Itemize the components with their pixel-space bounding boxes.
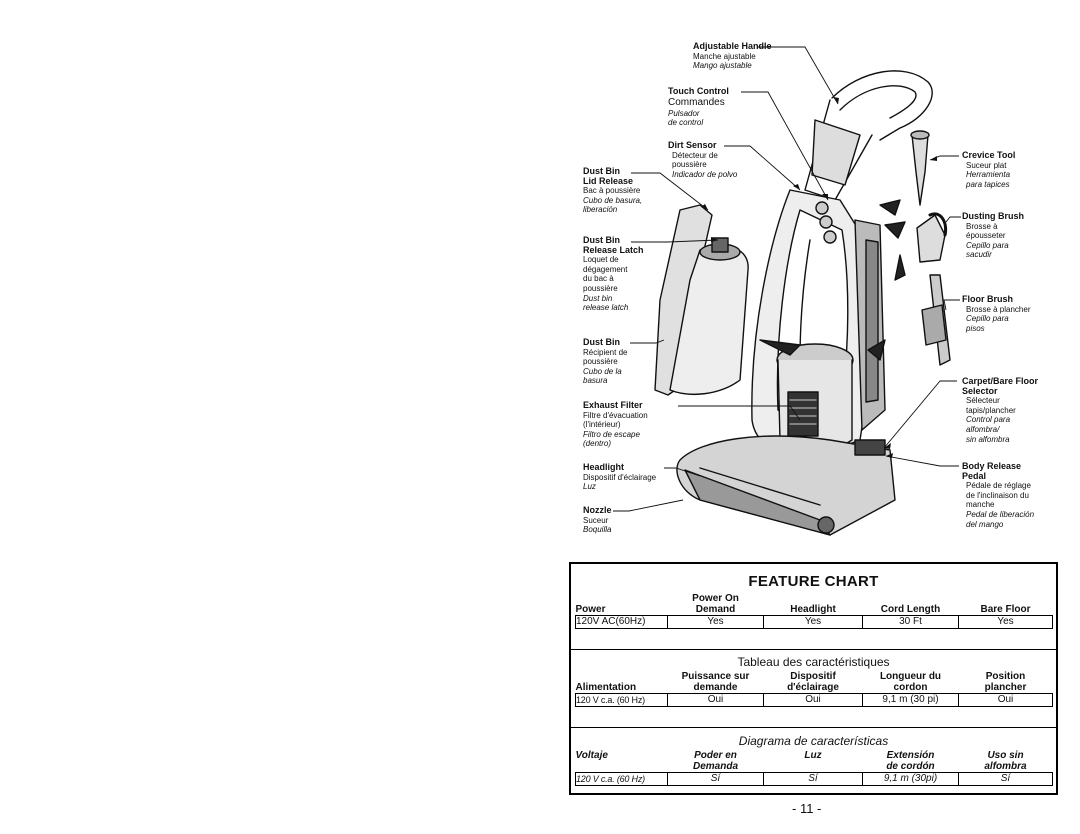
body-release-pedal-label bbox=[962, 462, 1034, 529]
header-cell: Uso sin bbox=[987, 750, 1024, 761]
feature-chart-title-es: Diagrama de características bbox=[738, 734, 889, 748]
table-cell: Oui bbox=[668, 694, 764, 707]
header-row-top bbox=[576, 750, 1053, 761]
en-text: Selector bbox=[962, 385, 998, 396]
table-cell: Oui bbox=[959, 694, 1053, 707]
dust-bin-label bbox=[583, 338, 627, 386]
header-cell: Extensión bbox=[886, 750, 935, 761]
en-text: Dirt Sensor bbox=[668, 140, 717, 150]
en-text: Dust Bin bbox=[583, 337, 620, 347]
table-cell: Yes bbox=[959, 616, 1053, 629]
adjustable-handle-label bbox=[693, 42, 772, 71]
header-cell: Headlight bbox=[764, 604, 863, 616]
header-cell bbox=[576, 671, 668, 682]
header-row-top bbox=[576, 593, 1053, 604]
header-cell: Poder en bbox=[694, 750, 737, 761]
fr-text: Suceur plat bbox=[966, 160, 1007, 170]
fr-text: Suceur bbox=[583, 515, 609, 525]
header-cell: de cordón bbox=[863, 761, 959, 773]
fr-text: Sélecteur bbox=[966, 396, 1000, 406]
page-number: - 11 - bbox=[792, 801, 822, 816]
feature-chart bbox=[569, 562, 1058, 795]
header-row bbox=[576, 604, 1053, 616]
en-text: Adjustable Handle bbox=[693, 41, 772, 51]
es-text: Dust bin bbox=[583, 293, 613, 303]
section-divider bbox=[571, 727, 1056, 728]
fr-text: Manche ajustable bbox=[693, 51, 756, 61]
fr-text: Pédale de réglage bbox=[966, 481, 1031, 491]
header-cell bbox=[576, 593, 668, 604]
fr-text: dégagement bbox=[583, 264, 628, 274]
table-cell: 120 V c.a. (60 Hz) bbox=[576, 773, 668, 786]
header-row bbox=[576, 682, 1053, 694]
feature-chart-title-en: FEATURE CHART bbox=[748, 573, 879, 590]
fr-text: poussière bbox=[583, 357, 618, 367]
header-cell: Demanda bbox=[668, 761, 764, 773]
fr-text: Commandes bbox=[668, 96, 725, 108]
fr-text: poussière bbox=[672, 160, 707, 170]
fr-text: Dispositif d'éclairage bbox=[583, 472, 657, 482]
es-text: del mango bbox=[966, 519, 1004, 529]
fr-text: poussière bbox=[583, 283, 618, 293]
dust-bin-release-latch-label bbox=[583, 236, 644, 313]
en-text: Floor Brush bbox=[962, 294, 1013, 304]
fr-text: Détecteur de bbox=[672, 150, 718, 160]
fr-text: Brosse à bbox=[966, 221, 998, 231]
es-text: Indicador de polvo bbox=[672, 169, 738, 179]
en-text: Dust Bin bbox=[583, 166, 620, 176]
en-text: Lid Release bbox=[583, 175, 634, 186]
header-cell: cordon bbox=[863, 682, 959, 694]
fr-text: tapis/plancher bbox=[966, 405, 1016, 415]
feature-chart-table-es bbox=[575, 750, 1053, 786]
fr-text: Loquet de bbox=[583, 255, 619, 265]
fr-text: épousseter bbox=[966, 231, 1006, 241]
header-cell: demande bbox=[668, 682, 764, 694]
fr-text: de l'inclinaison du bbox=[966, 490, 1029, 500]
table-row bbox=[576, 773, 1053, 786]
en-text: Touch Control bbox=[668, 86, 729, 96]
table-cell: Sí bbox=[668, 773, 764, 786]
es-text: pisos bbox=[966, 323, 985, 333]
header-cell: Puissance sur bbox=[681, 671, 750, 682]
table-cell: 120V AC(60Hz) bbox=[576, 616, 668, 629]
es-text: Mango ajustable bbox=[693, 61, 752, 71]
header-cell bbox=[764, 761, 863, 773]
fr-text: du bac à bbox=[583, 274, 614, 284]
table-cell: Yes bbox=[764, 616, 863, 629]
es-text: alfombra/ bbox=[966, 424, 1000, 434]
table-cell: 9,1 m (30pi) bbox=[863, 773, 959, 786]
table-row bbox=[576, 694, 1053, 707]
es-text: para tapices bbox=[966, 179, 1010, 189]
es-text: Cepillo para bbox=[966, 314, 1009, 324]
es-text: Pedal de liberación bbox=[966, 509, 1035, 519]
table-cell: 9,1 m (30 pi) bbox=[863, 694, 959, 707]
table-row bbox=[576, 616, 1053, 629]
es-text: Cubo de la bbox=[583, 366, 622, 376]
es-text: release latch bbox=[583, 303, 629, 313]
carpet-bare-floor-selector-label bbox=[962, 377, 1038, 444]
en-text: Exhaust Filter bbox=[583, 400, 643, 410]
en-text: Dust Bin bbox=[583, 235, 620, 245]
es-text: (dentro) bbox=[583, 439, 612, 449]
header-cell bbox=[576, 761, 668, 773]
header-cell bbox=[764, 593, 863, 604]
crevice-tool-label bbox=[962, 151, 1015, 189]
fr-text: (l'intérieur) bbox=[583, 420, 621, 430]
headlight-label bbox=[583, 463, 656, 492]
table-cell: Sí bbox=[764, 773, 863, 786]
en-text: Dusting Brush bbox=[962, 211, 1024, 221]
header-cell: Dispositif bbox=[790, 671, 836, 682]
es-text: Luz bbox=[583, 482, 596, 492]
dust-bin-lid-release-label bbox=[583, 167, 642, 215]
header-cell: Bare Floor bbox=[959, 604, 1053, 616]
touch-control-label bbox=[668, 87, 729, 128]
exhaust-filter-label bbox=[583, 401, 648, 449]
es-text: Boquilla bbox=[583, 525, 612, 535]
feature-chart-title-fr: Tableau des caractéristiques bbox=[737, 655, 890, 669]
header-cell bbox=[959, 593, 1053, 604]
header-cell: Power On bbox=[692, 593, 739, 604]
en-text: Headlight bbox=[583, 462, 625, 472]
es-text: liberación bbox=[583, 205, 618, 215]
fr-text: manche bbox=[966, 500, 995, 510]
nozzle-label bbox=[583, 506, 612, 535]
es-text: Control para bbox=[966, 415, 1011, 425]
header-cell: plancher bbox=[959, 682, 1053, 694]
header-cell: Luz bbox=[804, 750, 822, 761]
en-text: Body Release bbox=[962, 461, 1022, 471]
table-cell: Oui bbox=[764, 694, 863, 707]
section-divider bbox=[571, 649, 1056, 650]
header-row bbox=[576, 761, 1053, 773]
es-text: Pulsador bbox=[668, 108, 700, 118]
en-text: Pedal bbox=[962, 470, 987, 481]
dirt-sensor-label bbox=[668, 141, 737, 179]
es-text: sacudir bbox=[966, 250, 992, 260]
es-text: basura bbox=[583, 376, 608, 386]
es-text: sin alfombra bbox=[966, 434, 1010, 444]
header-cell: Voltaje bbox=[575, 750, 608, 761]
header-cell: Position bbox=[985, 671, 1026, 682]
fr-text: Récipient de bbox=[583, 347, 628, 357]
header-cell: Power bbox=[576, 604, 668, 616]
header-cell: Alimentation bbox=[576, 682, 668, 694]
feature-chart-table-fr bbox=[575, 671, 1053, 707]
es-text: Herramienta bbox=[966, 170, 1011, 180]
table-cell: Yes bbox=[668, 616, 764, 629]
en-text: Nozzle bbox=[583, 505, 612, 515]
dusting-brush-label bbox=[962, 212, 1024, 260]
es-text: Cepillo para bbox=[966, 240, 1009, 250]
es-text: de control bbox=[668, 118, 704, 128]
header-cell: Longueur du bbox=[879, 671, 942, 682]
en-text: Release Latch bbox=[583, 244, 644, 255]
header-row-top bbox=[576, 671, 1053, 682]
en-text: Crevice Tool bbox=[962, 150, 1016, 160]
en-text: Carpet/Bare Floor bbox=[962, 376, 1039, 386]
floor-brush-label bbox=[962, 295, 1030, 333]
table-cell: 30 Ft bbox=[863, 616, 959, 629]
es-text: Filtro de escape bbox=[583, 429, 640, 439]
fr-text: Filtre d'évacuation bbox=[583, 410, 648, 420]
table-cell: 120 V c.a. (60 Hz) bbox=[576, 694, 668, 707]
fr-text: Brosse à plancher bbox=[966, 304, 1031, 314]
feature-chart-table-en bbox=[575, 593, 1053, 629]
header-cell bbox=[863, 593, 959, 604]
table-cell: Sí bbox=[959, 773, 1053, 786]
es-text: Cubo de basura, bbox=[583, 195, 643, 205]
header-cell: Cord Length bbox=[863, 604, 959, 616]
fr-text: Bac à poussière bbox=[583, 186, 641, 196]
header-cell: d'éclairage bbox=[764, 682, 863, 694]
header-cell: alfombra bbox=[959, 761, 1053, 773]
header-cell: Demand bbox=[668, 604, 764, 616]
